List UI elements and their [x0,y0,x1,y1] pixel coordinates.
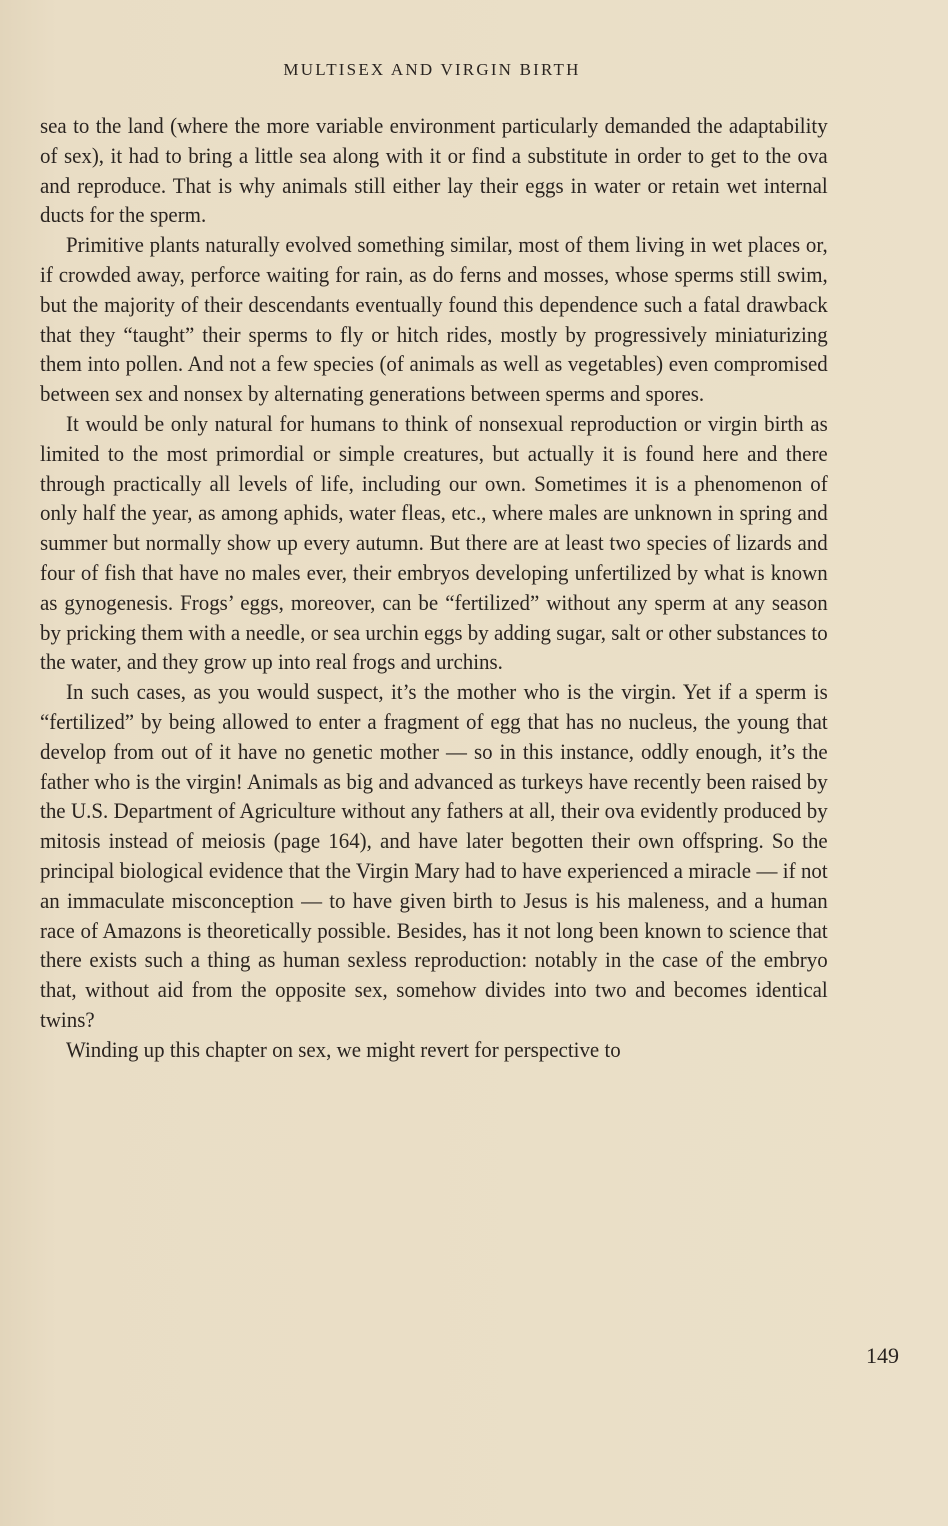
paragraph-winding-up: Winding up this chapter on sex, we might revert for perspective to [66,1036,621,1062]
running-head-text: MULTISEX AND VIRGIN BIRTH [283,60,581,79]
running-head [0,60,864,80]
paragraph-primitive-plants: Primitive plants naturally evolved something similar, most of them living in wet places or, if crowded away, perforce waiting for rain, as do ferns and mosses, whose sperms still swim, but the majority of their descendants eventually found this dependence such a fatal drawback that they “taught” their sperms to fly or hitch rides, mostly by progressively miniaturizing them into pollen. And not a few species (of animals as well as vegetables) even compromised between sex and nonsex by alternating generations between sperms and spores. [40,232,828,407]
paragraph-continued: sea to the land (where the more variable environment particularly demanded the adaptability of sex), it had to bring a little sea along with it or find a substitute in order to get to the ova and reproduce. That is why animals still either lay their eggs in water or retain wet internal ducts for the sperm. [40,113,828,228]
body-text [40,111,828,1065]
paragraph-nonsexual-reproduction: It would be only natural for humans to think of nonsexual reproduction or virgin birth as limited to the most primordial or simple creatures, but actually it is found here and there through practically all levels of life, including our own. Sometimes it is a phenomenon of only half the year, as among aphids, water fleas, etc., where males are unknown in spring and summer but normally show up every autumn. But there are at least two species of lizards and four of fish that have no males ever, their embryos developing unfertilized by what is known as gynogenesis. Frogs’ eggs, moreover, can be “fertilized” without any sperm at any season by pricking them with a needle, or sea urchin eggs by adding sugar, salt or other substances to the water, and they grow up into real frogs and urchins. [40,410,828,675]
paragraph-virgin-mother-father: In such cases, as you would suspect, it’s the mother who is the virgin. Yet if a sperm is “fertilized” by being allowed to enter a fragment of egg that has no nucleus, the young that develop from out of it have no genetic mother — so in this instance, oddly enough, it’s the father who is the virgin! Animals as big and advanced as turkeys have recently been raised by the U.S. Department of Agriculture without any fathers at all, their ova evidently produced by mitosis instead of meiosis (page 164), and have later begotten their own offspring. So the principal biological evidence that the Virgin Mary had to have experienced a miracle — if not an immaculate misconception — to have given birth to Jesus is his maleness, and a human race of Amazons is theoretically possible. Besides, has it not long been known to science that there exists such a thing as human sexless reproduction: notably in the case of the embryo that, without aid from the opposite sex, somehow divides into two and becomes identical twins? [40,679,828,1032]
page-number: 149 [866,1343,899,1368]
